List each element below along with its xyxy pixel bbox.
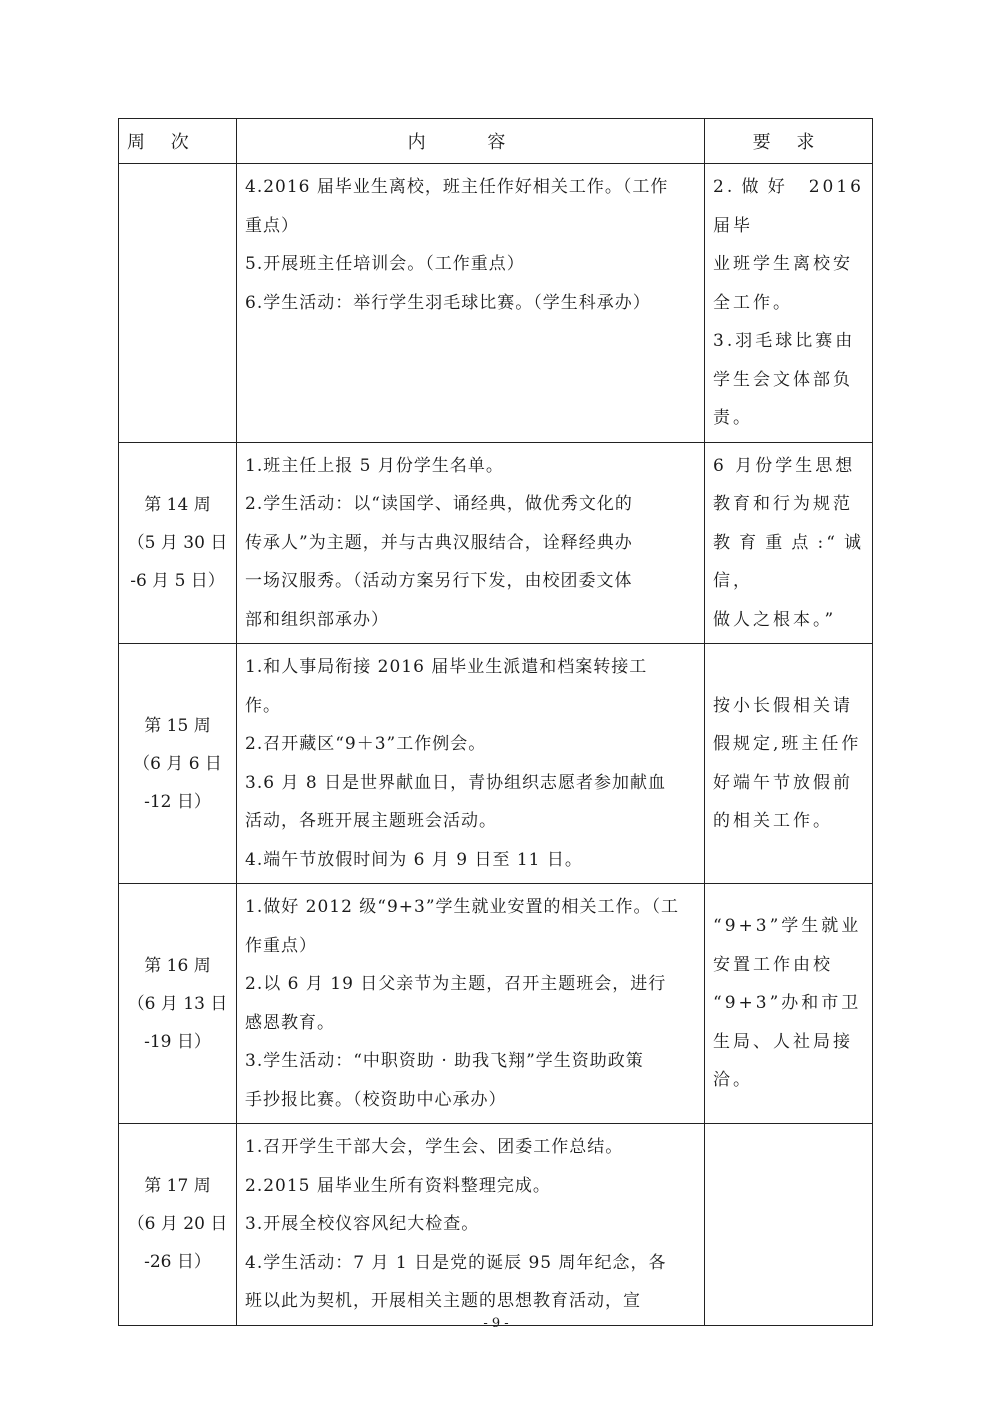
content-line: 3.6 月 8 日是世界献血日，青协组织志愿者参加献血 (245, 772, 667, 793)
requirement-line: 业班学生离校安 (713, 254, 853, 274)
requirement-line: 教育重点:“诚信， (713, 532, 864, 591)
requirement-line: 好端午节放假前 (713, 772, 853, 793)
requirement-cell (705, 164, 873, 443)
content-cell (237, 442, 705, 644)
table-row (119, 442, 873, 644)
week-number: 第 16 周 (144, 955, 211, 976)
requirement-line: “9+3”学生就业 (713, 916, 862, 937)
requirement-line: 3.羽毛球比赛由 (713, 331, 856, 351)
week-cell (119, 644, 237, 884)
content-line: 重点） (245, 215, 299, 236)
content-line: 传承人”为主题，并与古典汉服结合，诠释经典办 (245, 532, 633, 553)
content-line: 4.2016 届毕业生离校，班主任作好相关工作。（工作 (245, 177, 669, 197)
requirement-line: “9+3”办和市卫 (713, 993, 862, 1014)
header-requirement: 要 求 (705, 119, 873, 164)
week-date-start: （6 月 13 日 (127, 993, 228, 1014)
content-line: 2.学生活动：以“读国学、诵经典，做优秀文化的 (245, 494, 633, 514)
content-cell (237, 164, 705, 443)
week-date-end: -19 日） (144, 1031, 211, 1052)
week-date-start: （6 月 20 日 (127, 1214, 228, 1235)
requirement-line: 教育和行为规范 (713, 494, 853, 514)
week-number: 第 14 周 (144, 494, 211, 515)
week-date-end: -26 日） (144, 1252, 211, 1273)
content-cell (237, 1124, 705, 1326)
requirement-cell (705, 884, 873, 1124)
content-line: 作。 (245, 695, 281, 716)
schedule-table-wrapper (118, 118, 872, 1326)
content-line: 1.召开学生干部大会，学生会、团委工作总结。 (245, 1137, 624, 1157)
requirement-line: 6 月份学生思想 (713, 455, 856, 476)
content-cell (237, 644, 705, 884)
content-line: 1.做好 2012 级“9+3”学生就业安置的相关工作。（工 (245, 897, 680, 917)
week-cell (119, 1124, 237, 1326)
table-row (119, 884, 873, 1124)
content-line: 3.开展全校仪容风纪大检查。 (245, 1214, 480, 1234)
requirement-line: 全工作。 (713, 292, 793, 313)
requirement-line: 的相关工作。 (713, 811, 833, 831)
schedule-table (118, 118, 873, 1326)
requirement-line: 按小长假相关请 (713, 695, 853, 716)
week-number: 第 15 周 (144, 715, 211, 736)
week-date-start: （5 月 30 日 (127, 532, 228, 553)
content-line: 手抄报比赛。（校资助中心承办） (245, 1089, 507, 1110)
content-line: 一场汉服秀。（活动方案另行下发，由校团委文体 (245, 571, 633, 591)
content-line: 5.开展班主任培训会。（工作重点） (245, 254, 525, 274)
table-row (119, 644, 873, 884)
content-line: 4.端午节放假时间为 6 月 9 日至 11 日。 (245, 849, 583, 870)
content-line: 4.学生活动：7 月 1 日是党的诞辰 95 周年纪念，各 (245, 1252, 667, 1273)
header-content: 内 容 (237, 119, 705, 164)
requirement-cell (705, 644, 873, 884)
table-row (119, 164, 873, 443)
week-date-start: （6 月 6 日 (133, 753, 222, 774)
requirement-line: 学生会文体部负 (713, 369, 853, 390)
content-line: 活动，各班开展主题班会活动。 (245, 811, 497, 831)
content-line: 作重点） (245, 935, 317, 956)
requirement-cell (705, 1124, 873, 1326)
week-cell (119, 884, 237, 1124)
requirement-line: 洽。 (713, 1070, 753, 1091)
week-cell (119, 164, 237, 443)
page-number: - 9 - (483, 1316, 509, 1331)
content-line: 2.以 6 月 19 日父亲节为主题，召开主题班会，进行 (245, 974, 667, 994)
content-line: 班以此为契机，开展相关主题的思想教育活动，宣 (245, 1291, 641, 1311)
week-number: 第 17 周 (144, 1176, 211, 1197)
requirement-cell (705, 442, 873, 644)
requirement-line: 安置工作由校 (713, 954, 833, 975)
content-line: 3.学生活动：“中职资助 · 助我飞翔”学生资助政策 (245, 1051, 644, 1071)
content-line: 2.召开藏区“9＋3”工作例会。 (245, 734, 487, 754)
content-line: 2.2015 届毕业生所有资料整理完成。 (245, 1175, 551, 1196)
week-date-end: -12 日） (144, 791, 211, 812)
requirement-line: 责。 (713, 408, 753, 428)
content-line: 1.和人事局衔接 2016 届毕业生派遣和档案转接工 (245, 657, 648, 677)
requirement-line: 做人之根本。” (713, 609, 837, 630)
requirement-line: 2.做好 2016 届毕 (713, 177, 864, 236)
content-line: 6.学生活动：举行学生羽毛球比赛。（学生科承办） (245, 292, 651, 313)
content-line: 部和组织部承办） (245, 609, 389, 630)
requirement-line: 假规定,班主任作 (713, 734, 862, 754)
table-header-row (119, 119, 873, 164)
content-cell (237, 884, 705, 1124)
week-cell (119, 442, 237, 644)
requirement-line: 生局、人社局接 (713, 1031, 853, 1052)
header-week: 周 次 (119, 119, 237, 164)
content-line: 感恩教育。 (245, 1012, 335, 1033)
table-row (119, 1124, 873, 1326)
week-date-end: -6 月 5 日） (130, 570, 225, 591)
content-line: 1.班主任上报 5 月份学生名单。 (245, 455, 504, 476)
